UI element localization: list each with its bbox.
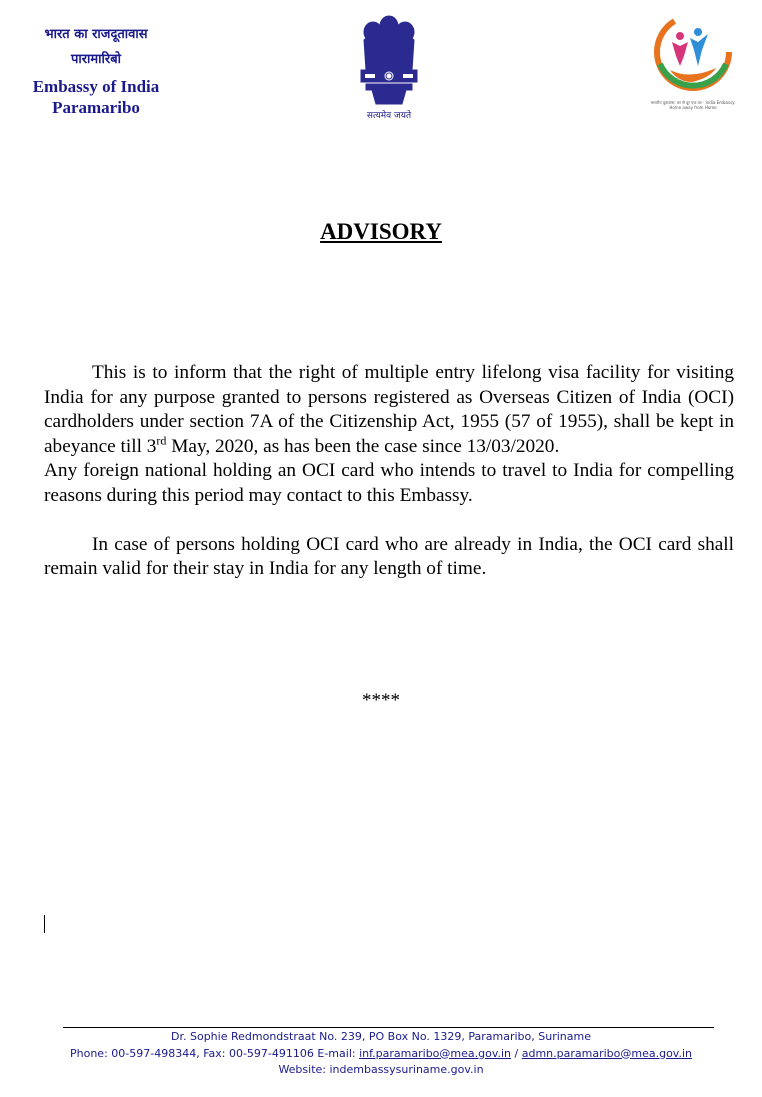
lion-capital-icon: [352, 12, 426, 108]
ordinal-suffix: rd: [156, 433, 167, 448]
embassy-header: [20, 22, 172, 118]
email-link-admin[interactable]: admn.paramaribo@mea.gov.in: [521, 1046, 692, 1060]
logo-tagline: भारतीय दूतावास: घर से दूर एक घर · India Embassy: Home away from Home: [650, 100, 736, 110]
paragraph-1-text-b: May, 2020, as has been the case since 13/03/2020.: [166, 435, 560, 457]
footer: [0, 1029, 762, 1079]
emblem-motto: सत्यमेव जयते: [366, 111, 412, 121]
footer-divider: [63, 1027, 714, 1028]
email-link-info[interactable]: inf.paramaribo@mea.gov.in: [359, 1046, 512, 1060]
paragraph-1: [44, 361, 734, 459]
national-emblem: [352, 12, 426, 122]
footer-contact: [0, 1046, 762, 1063]
advisory-body: [44, 361, 734, 582]
home-away-from-home-logo-icon: [650, 12, 736, 98]
footer-address: Dr. Sophie Redmondstraat No. 239, PO Box No. 1329, Paramaribo, Suriname: [171, 1030, 591, 1043]
spacer: [44, 508, 734, 533]
embassy-logo: [650, 12, 736, 118]
hindi-name-line1: भारत का राजदूतावास: [44, 27, 148, 42]
paragraph-2: Any foreign national holding an OCI card who intends to travel to India for compelling reasons during this period may contact to this Embassy.: [44, 460, 734, 506]
footer-website: Website: indembassysuriname.gov.in: [278, 1063, 484, 1076]
paragraph-1-text-a: This is to inform that the right of multiple entry lifelong visa facility for visiting India for any purpose granted to persons registered as Overseas Citizen of India (OCI) cardholders under section 7A of the Citizenship Act, 1955 (57 of 1955), shall be kept in abeyance till 3: [44, 362, 734, 457]
paragraph-3: In case of persons holding OCI card who are already in India, the OCI card shall remain valid for their stay in India for any length of time.: [44, 533, 734, 579]
text-cursor: [44, 915, 45, 933]
hindi-name-line2: पारामारिबो: [70, 52, 122, 67]
english-name-line1: Embassy of India: [32, 77, 160, 96]
end-marker: ****: [362, 690, 400, 711]
email-separator: /: [511, 1046, 522, 1060]
english-name-line2: Paramaribo: [52, 98, 140, 117]
page-title: ADVISORY: [320, 219, 442, 244]
footer-phone-fax: Phone: 00-597-498344, Fax: 00-597-491106 E-mail:: [70, 1046, 360, 1060]
